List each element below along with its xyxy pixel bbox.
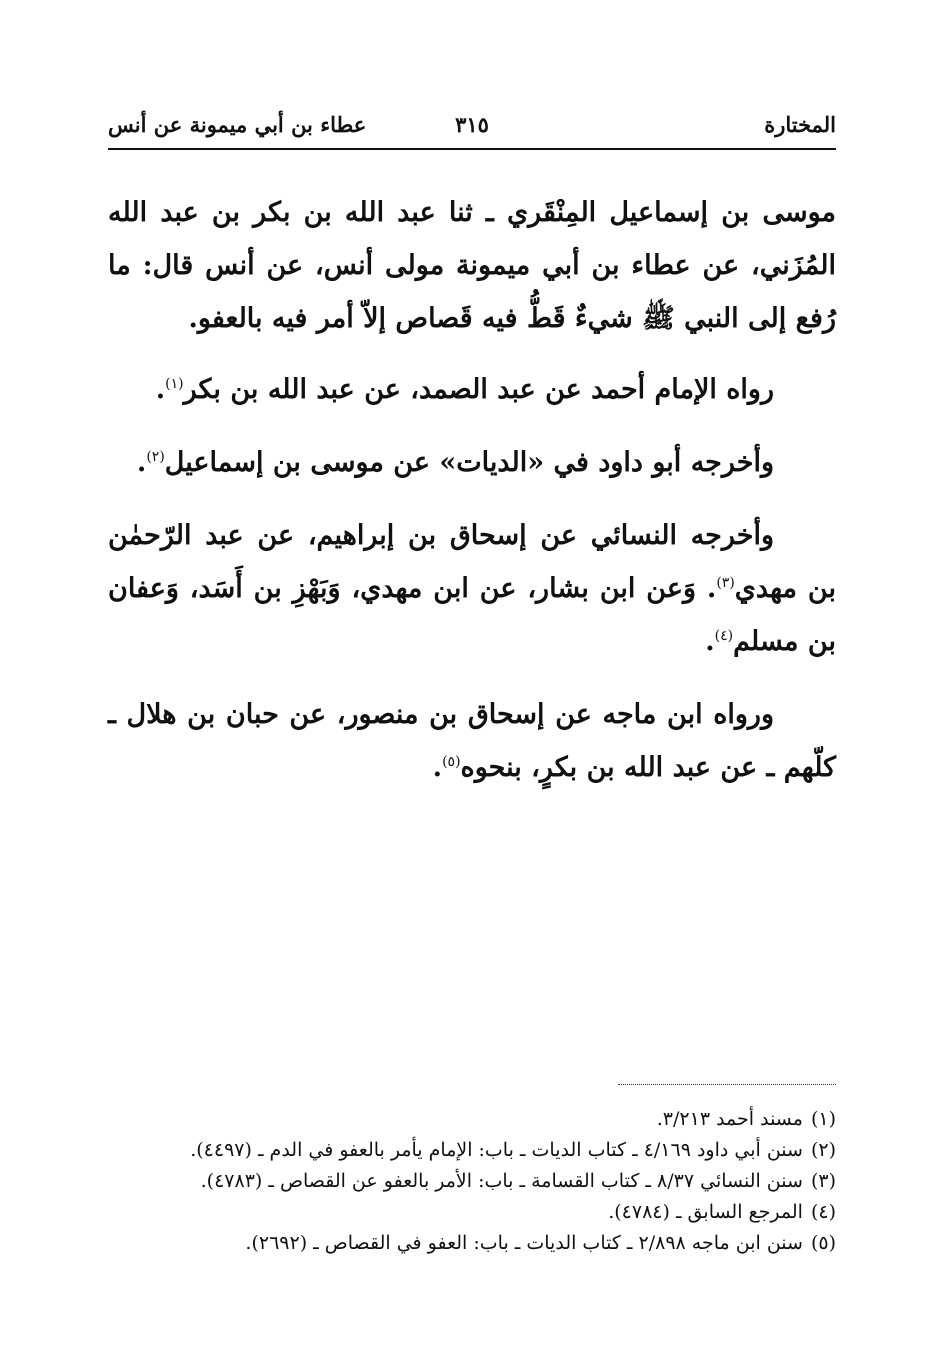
note-ref-1[interactable]: (١) bbox=[165, 376, 184, 392]
paragraph-ibn-majah: ورواه ابن ماجه عن إسحاق بن منصور، عن حبان بن هلال ـ كلّهم ـ عن عبد الله بن بكرٍ، بنحوه$^{(٥)}$. bbox=[108, 699, 836, 783]
footnote-4: (٤)المرجع السابق ـ (٤٧٨٤). bbox=[608, 1201, 836, 1223]
page-number: ٣١٥ bbox=[455, 112, 489, 137]
main-text bbox=[108, 186, 836, 814]
paragraph-ahmad: رواه الإمام أحمد عن عبد الصمد، عن عبد الله بن بكر$^{(١)}$. bbox=[155, 374, 774, 405]
footnotes bbox=[108, 1104, 836, 1259]
paragraph-hadith: موسى بن إسماعيل المِنْقَري ـ ثنا عبد الله بن بكر بن عبد الله المُزَني، عن عطاء بن أبي ميمونة مولى أنس، عن أنس قال: ما رُفع إلى النبي ﷺ شيءٌ قَطُّ فيه قَصاص إلاّ أمر فيه بالعفو. bbox=[108, 197, 836, 334]
header-book-title: المختارة bbox=[764, 112, 836, 137]
footnote-1: (١)مسند أحمد ٣/٢١٣. bbox=[656, 1108, 836, 1130]
running-header bbox=[108, 112, 836, 150]
note-ref-3[interactable]: (٣) bbox=[716, 575, 735, 591]
footnote-5: (٥)سنن ابن ماجه ٢/٨٩٨ ـ كتاب الديات ـ باب: العفو في القصاص ـ (٢٦٩٢). bbox=[245, 1232, 836, 1254]
note-ref-5[interactable]: (٥) bbox=[442, 754, 461, 770]
footnote-separator bbox=[618, 1084, 836, 1085]
header-chapter-title: عطاء بن أبي ميمونة عن أنس bbox=[108, 112, 367, 137]
footnote-3: (٣)سنن النسائي ٨/٣٧ ـ كتاب القسامة ـ باب: الأمر بالعفو عن القصاص ـ (٤٧٨٣). bbox=[200, 1170, 836, 1192]
note-ref-2[interactable]: (٢) bbox=[146, 449, 165, 465]
footnote-2: (٢)سنن أبي داود ٤/١٦٩ ـ كتاب الديات ـ باب: الإمام يأمر بالعفو في الدم ـ (٤٤٩٧). bbox=[190, 1139, 836, 1161]
paragraph-abu-dawud: وأخرجه أبو داود في «الديات» عن موسى بن إسماعيل$^{(٢)}$. bbox=[136, 447, 774, 478]
paragraph-nasai: وأخرجه النسائي عن إسحاق بن إبراهيم، عن عبد الرّحمٰن بن مهدي$^{(٣)}$. وَعن ابن بشار، عن ابن مهدي، وَبَهْزِ بن أَسَد، وَعفان بن مسلم$^{(٤)}$. bbox=[108, 520, 836, 657]
note-ref-4[interactable]: (٤) bbox=[714, 628, 734, 644]
